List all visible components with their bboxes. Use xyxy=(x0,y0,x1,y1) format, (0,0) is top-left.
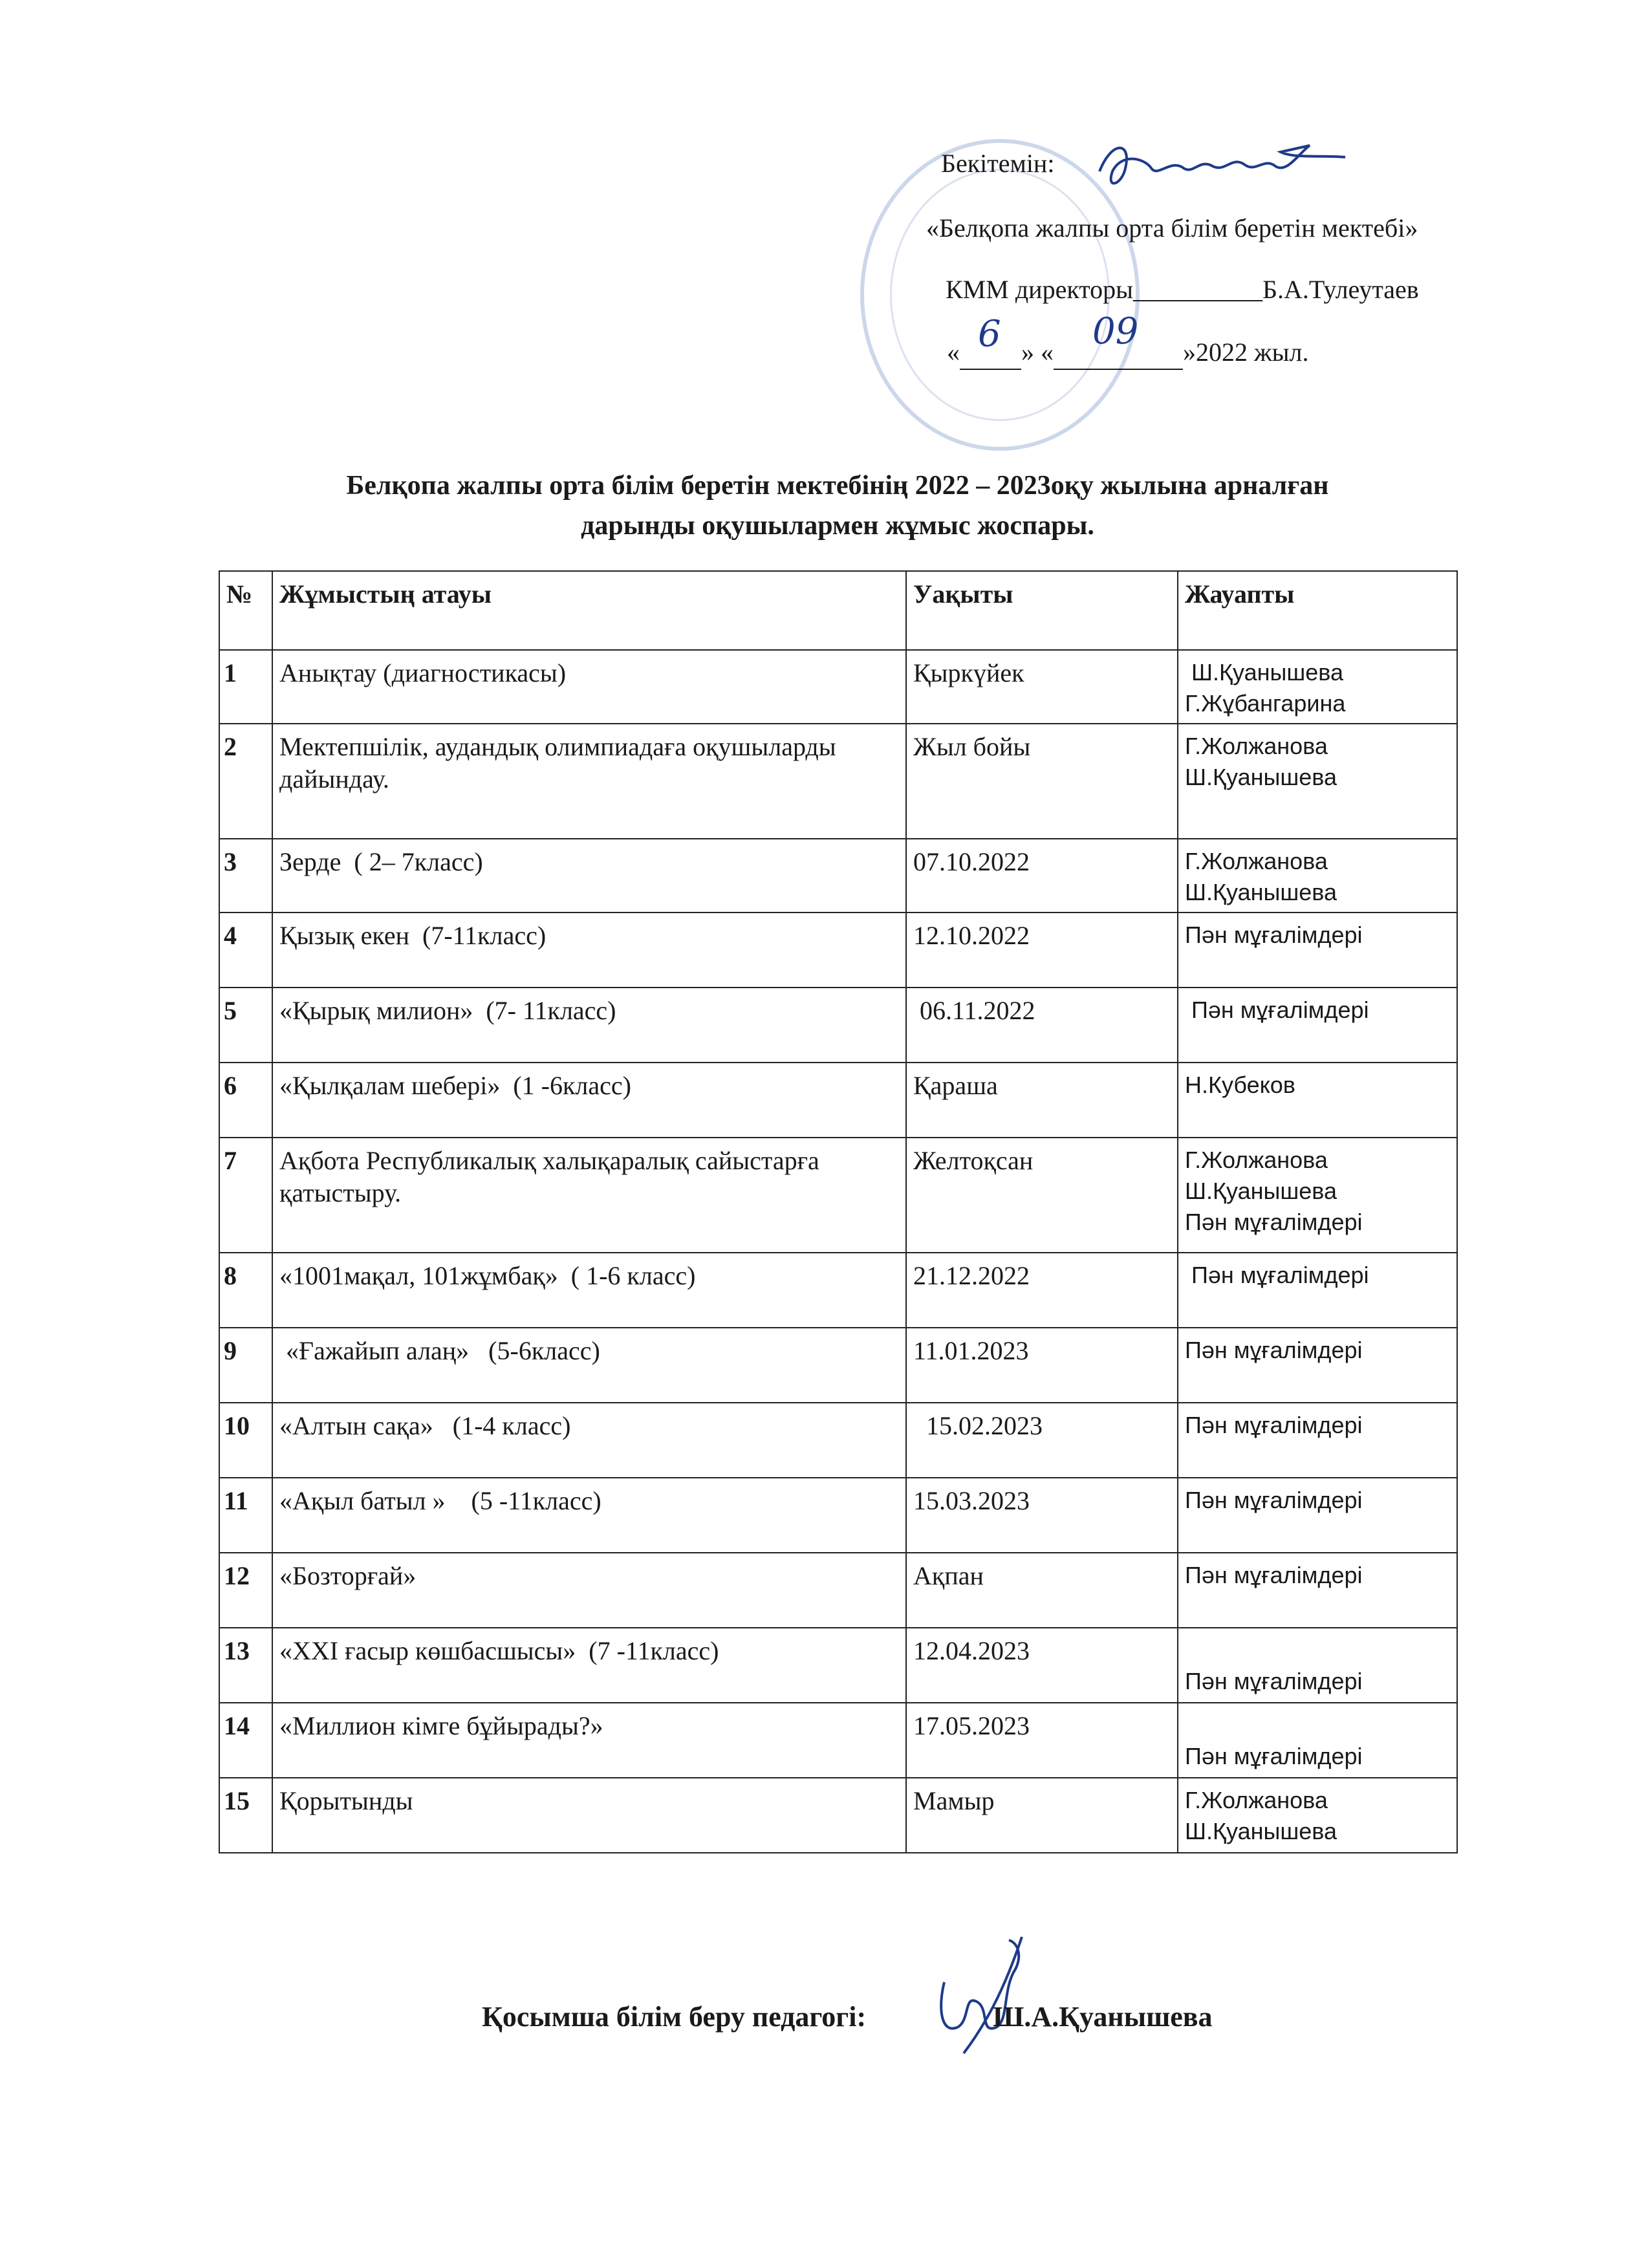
row-work-name: Ақбота Республикалық халықаралық сайыстарға қатыстыру. xyxy=(272,1138,906,1253)
table-row xyxy=(219,1703,1457,1778)
row-number: 14 xyxy=(219,1703,272,1778)
row-responsible xyxy=(1178,988,1457,1063)
row-time: Желтоқсан xyxy=(906,1138,1178,1253)
responsible-person: Пән мұғалімдері xyxy=(1185,1487,1363,1513)
responsible-person: Пән мұғалімдері xyxy=(1185,1743,1363,1769)
responsible-person: Пән мұғалімдері xyxy=(1185,1209,1363,1235)
row-work-name: «Миллион кімге бұйырады?» xyxy=(272,1703,906,1778)
header-responsible: Жауапты xyxy=(1178,571,1457,650)
row-number: 15 xyxy=(219,1778,272,1853)
date-open-quote: « xyxy=(947,338,960,367)
responsible-person: Пән мұғалімдері xyxy=(1185,1412,1363,1438)
responsible-person: Г.Жолжанова xyxy=(1185,1787,1328,1813)
header-number: № xyxy=(219,571,272,650)
responsible-person: Ш.Қуанышева xyxy=(1185,1178,1337,1204)
row-responsible xyxy=(1178,913,1457,988)
responsible-person: Ш.Қуанышева xyxy=(1185,659,1343,686)
responsible-person: Пән мұғалімдері xyxy=(1185,922,1363,948)
row-time: Қыркүйек xyxy=(906,650,1178,724)
row-time: 15.02.2023 xyxy=(906,1403,1178,1478)
table-row xyxy=(219,650,1457,724)
row-responsible xyxy=(1178,724,1457,839)
title-line-2: дарынды оқушылармен жұмыс жоспары. xyxy=(581,511,1094,541)
table-row xyxy=(219,1553,1457,1628)
date-mid-quote: » « xyxy=(1021,338,1054,367)
responsible-person xyxy=(1185,1710,1449,1741)
row-responsible xyxy=(1178,1138,1457,1253)
footer-label: Қосымша білім беру педагогі: xyxy=(482,2001,867,2033)
row-number: 3 xyxy=(219,839,272,913)
row-work-name: «Ғажайып алаң» (5-6класс) xyxy=(272,1328,906,1403)
row-number: 5 xyxy=(219,988,272,1063)
header-work-name: Жұмыстың атауы xyxy=(272,571,906,650)
approve-label: Бекітемін: xyxy=(941,149,1055,178)
table-row xyxy=(219,1478,1457,1553)
month-field xyxy=(1054,310,1183,370)
director-line: КММ директоры__________Б.А.Тулеутаев xyxy=(946,275,1419,304)
row-number: 8 xyxy=(219,1253,272,1328)
row-time: 15.03.2023 xyxy=(906,1478,1178,1553)
responsible-person: Пән мұғалімдері xyxy=(1185,1262,1369,1288)
row-number: 6 xyxy=(219,1063,272,1138)
director-signature xyxy=(1087,133,1358,204)
row-number: 12 xyxy=(219,1553,272,1628)
table-row xyxy=(219,724,1457,839)
row-time: 17.05.2023 xyxy=(906,1703,1178,1778)
table-row xyxy=(219,913,1457,988)
responsible-person: Ш.Қуанышева xyxy=(1185,879,1337,905)
row-number: 11 xyxy=(219,1478,272,1553)
row-work-name: «XXI ғасыр көшбасшысы» (7 -11класс) xyxy=(272,1628,906,1703)
row-work-name: Қызық екен (7-11класс) xyxy=(272,913,906,988)
work-plan-table xyxy=(219,570,1458,1853)
row-responsible xyxy=(1178,1703,1457,1778)
school-name-line: «Белқопа жалпы орта білім беретін мектебі» xyxy=(926,213,1418,243)
document-title xyxy=(194,466,1481,546)
table-row xyxy=(219,988,1457,1063)
table-row xyxy=(219,1778,1457,1853)
header-time: Уақыты xyxy=(906,571,1178,650)
row-time: 06.11.2022 xyxy=(906,988,1178,1063)
row-responsible xyxy=(1178,1063,1457,1138)
day-handwritten: 6 xyxy=(978,313,1001,355)
row-time: Жыл бойы xyxy=(906,724,1178,839)
footer-name: Ш.А.Қуанышева xyxy=(993,2001,1213,2033)
row-time: 21.12.2022 xyxy=(906,1253,1178,1328)
table-row xyxy=(219,1328,1457,1403)
row-work-name: «Бозторғай» xyxy=(272,1553,906,1628)
table-row xyxy=(219,1628,1457,1703)
date-year: »2022 жыл. xyxy=(1183,338,1309,367)
teacher-signature xyxy=(925,1930,1035,2060)
row-responsible xyxy=(1178,839,1457,913)
table-row xyxy=(219,1403,1457,1478)
responsible-person: Ш.Қуанышева xyxy=(1185,1818,1337,1844)
row-time: Қараша xyxy=(906,1063,1178,1138)
row-number: 1 xyxy=(219,650,272,724)
row-responsible xyxy=(1178,1478,1457,1553)
day-field xyxy=(960,313,1021,370)
row-time: 11.01.2023 xyxy=(906,1328,1178,1403)
table-body xyxy=(219,650,1457,1853)
row-work-name: «Қырық милион» (7- 11класс) xyxy=(272,988,906,1063)
row-responsible xyxy=(1178,1778,1457,1853)
responsible-person: Г.Жолжанова xyxy=(1185,1147,1328,1173)
row-number: 9 xyxy=(219,1328,272,1403)
responsible-person: Г.Жолжанова xyxy=(1185,733,1328,759)
row-number: 4 xyxy=(219,913,272,988)
row-work-name: «Қылқалам шебері» (1 -6класс) xyxy=(272,1063,906,1138)
row-responsible xyxy=(1178,1253,1457,1328)
row-responsible xyxy=(1178,1553,1457,1628)
row-time: 12.10.2022 xyxy=(906,913,1178,988)
responsible-person: Пән мұғалімдері xyxy=(1185,1668,1363,1694)
row-work-name: «Ақыл батыл » (5 -11класс) xyxy=(272,1478,906,1553)
table-row xyxy=(219,839,1457,913)
responsible-person: Г.Жолжанова xyxy=(1185,848,1328,874)
row-responsible xyxy=(1178,1328,1457,1403)
row-work-name: Зерде ( 2– 7класс) xyxy=(272,839,906,913)
row-work-name: «Алтын сақа» (1-4 класс) xyxy=(272,1403,906,1478)
row-work-name: Қорытынды xyxy=(272,1778,906,1853)
responsible-person: Пән мұғалімдері xyxy=(1185,1337,1363,1363)
row-time: Мамыр xyxy=(906,1778,1178,1853)
table-row xyxy=(219,1063,1457,1138)
row-work-name: Мектепшілік, аудандық олимпиадаға оқушыларды дайындау. xyxy=(272,724,906,839)
month-handwritten: 09 xyxy=(1092,310,1139,352)
row-time: 12.04.2023 xyxy=(906,1628,1178,1703)
title-line-1: Белқопа жалпы орта білім беретін мектебінің 2022 – 2023оқу жылына арналған xyxy=(346,471,1329,501)
row-responsible xyxy=(1178,1403,1457,1478)
responsible-person: Н.Кубеков xyxy=(1185,1072,1295,1098)
responsible-person: Г.Жұбангарина xyxy=(1185,690,1346,717)
responsible-person: Ш.Қуанышева xyxy=(1185,764,1337,790)
approval-date-line xyxy=(947,310,1309,370)
row-work-name: Анықтау (диагностикасы) xyxy=(272,650,906,724)
responsible-person: Пән мұғалімдері xyxy=(1185,997,1369,1023)
row-responsible xyxy=(1178,1628,1457,1703)
row-number: 13 xyxy=(219,1628,272,1703)
responsible-person xyxy=(1185,1635,1449,1666)
responsible-person: Пән мұғалімдері xyxy=(1185,1562,1363,1588)
row-number: 7 xyxy=(219,1138,272,1253)
table-header-row xyxy=(219,571,1457,650)
row-time: 07.10.2022 xyxy=(906,839,1178,913)
row-responsible xyxy=(1178,650,1457,724)
row-time: Ақпан xyxy=(906,1553,1178,1628)
table-row xyxy=(219,1138,1457,1253)
row-number: 10 xyxy=(219,1403,272,1478)
row-work-name: «1001мақал, 101жұмбақ» ( 1-6 класс) xyxy=(272,1253,906,1328)
row-number: 2 xyxy=(219,724,272,839)
table-row xyxy=(219,1253,1457,1328)
